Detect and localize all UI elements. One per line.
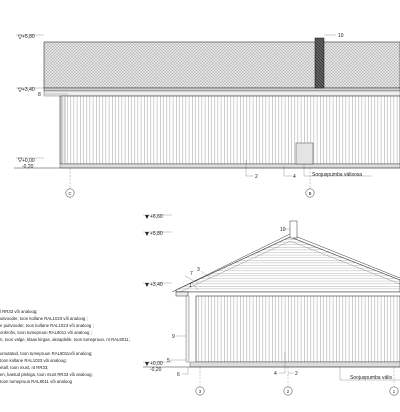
gutter bbox=[176, 292, 188, 296]
eave-fascia bbox=[44, 88, 400, 91]
legend-line: onkrohv, toon tumepruun RAL8011 või analoog ; bbox=[0, 330, 92, 335]
legend-line: umutatud, toon tumepruun RAL8011või analoog; bbox=[0, 351, 93, 356]
level-label: +5,80 bbox=[150, 231, 163, 237]
level-label: +6,60 bbox=[150, 214, 163, 220]
legend-line: toon kollane RAL1023 või analoog; bbox=[0, 358, 67, 363]
downpipe bbox=[186, 296, 189, 362]
tag-label: 9 bbox=[172, 334, 175, 340]
level-mark bbox=[16, 34, 44, 40]
legend-line: e puitvooder, toon kollane RAL1023 või analoog ; bbox=[0, 323, 94, 328]
legend-line: toon tumepruun RAL8011 või analoog bbox=[0, 379, 73, 384]
tag-label: 7 bbox=[190, 271, 193, 277]
level-label: +3,40 bbox=[150, 282, 163, 288]
axis-label: 1 bbox=[392, 388, 396, 394]
legend-line: uitvooder, toon kollane RAL1023 või analoog ; bbox=[0, 316, 88, 321]
plinth bbox=[190, 362, 400, 367]
tag-label: 2 bbox=[295, 371, 298, 377]
tag-label: 1 bbox=[189, 283, 192, 289]
tag-label: 8 bbox=[38, 92, 41, 98]
heat-pump-unit bbox=[296, 143, 313, 164]
tag-label: 6 bbox=[177, 372, 180, 378]
tag-label: 3 bbox=[197, 267, 200, 273]
chimney bbox=[290, 221, 297, 238]
downpipe bbox=[62, 96, 65, 164]
legend-line: etall, toon must, nt RR33; bbox=[0, 365, 49, 370]
axis-label: C bbox=[68, 190, 72, 196]
elevation-1 bbox=[14, 33, 400, 197]
level-mark bbox=[143, 214, 172, 220]
wall-cladding bbox=[196, 296, 400, 362]
level-label: +5,80 bbox=[22, 34, 35, 40]
roof bbox=[44, 42, 400, 88]
plinth bbox=[60, 164, 400, 168]
level-label: -0,20 bbox=[22, 164, 34, 170]
elevation-2 bbox=[143, 214, 400, 395]
wall-cladding bbox=[60, 96, 400, 164]
level-mark bbox=[150, 367, 162, 373]
tag-label: 2 bbox=[255, 174, 258, 180]
tag-label: 5 bbox=[167, 358, 170, 364]
soffit bbox=[44, 91, 400, 96]
axis-label: B bbox=[308, 190, 312, 196]
tag-label: 10 bbox=[280, 227, 286, 233]
chimney bbox=[315, 38, 324, 88]
level-label: -0,20 bbox=[150, 367, 162, 373]
tag-label: 10 bbox=[338, 33, 344, 39]
tag-label: 4 bbox=[274, 371, 277, 377]
level-mark bbox=[143, 282, 172, 288]
axis-label: 3 bbox=[198, 388, 202, 394]
note-label: Soojuspumba välisosa bbox=[312, 172, 363, 178]
note-label: Soojuspumba välis bbox=[350, 375, 392, 381]
level-label: +3,40 bbox=[22, 87, 35, 93]
legend-line: n, toon valge, klaas kirgas, aknaplekk, toon tumepruun, nt RAL8011; bbox=[0, 337, 130, 342]
level-mark bbox=[22, 164, 34, 170]
legend-line: l RR33 või analoog; bbox=[0, 309, 38, 314]
axis-label: 2 bbox=[286, 388, 290, 394]
level-label: +0,00 bbox=[150, 361, 163, 367]
level-label: +0,00 bbox=[22, 158, 35, 164]
material-legend bbox=[0, 309, 130, 384]
legend-line: en, kaetud plekiga, toon must RR33 või analoog; bbox=[0, 372, 93, 377]
level-mark bbox=[143, 231, 172, 237]
tag-label: 4 bbox=[293, 174, 296, 180]
